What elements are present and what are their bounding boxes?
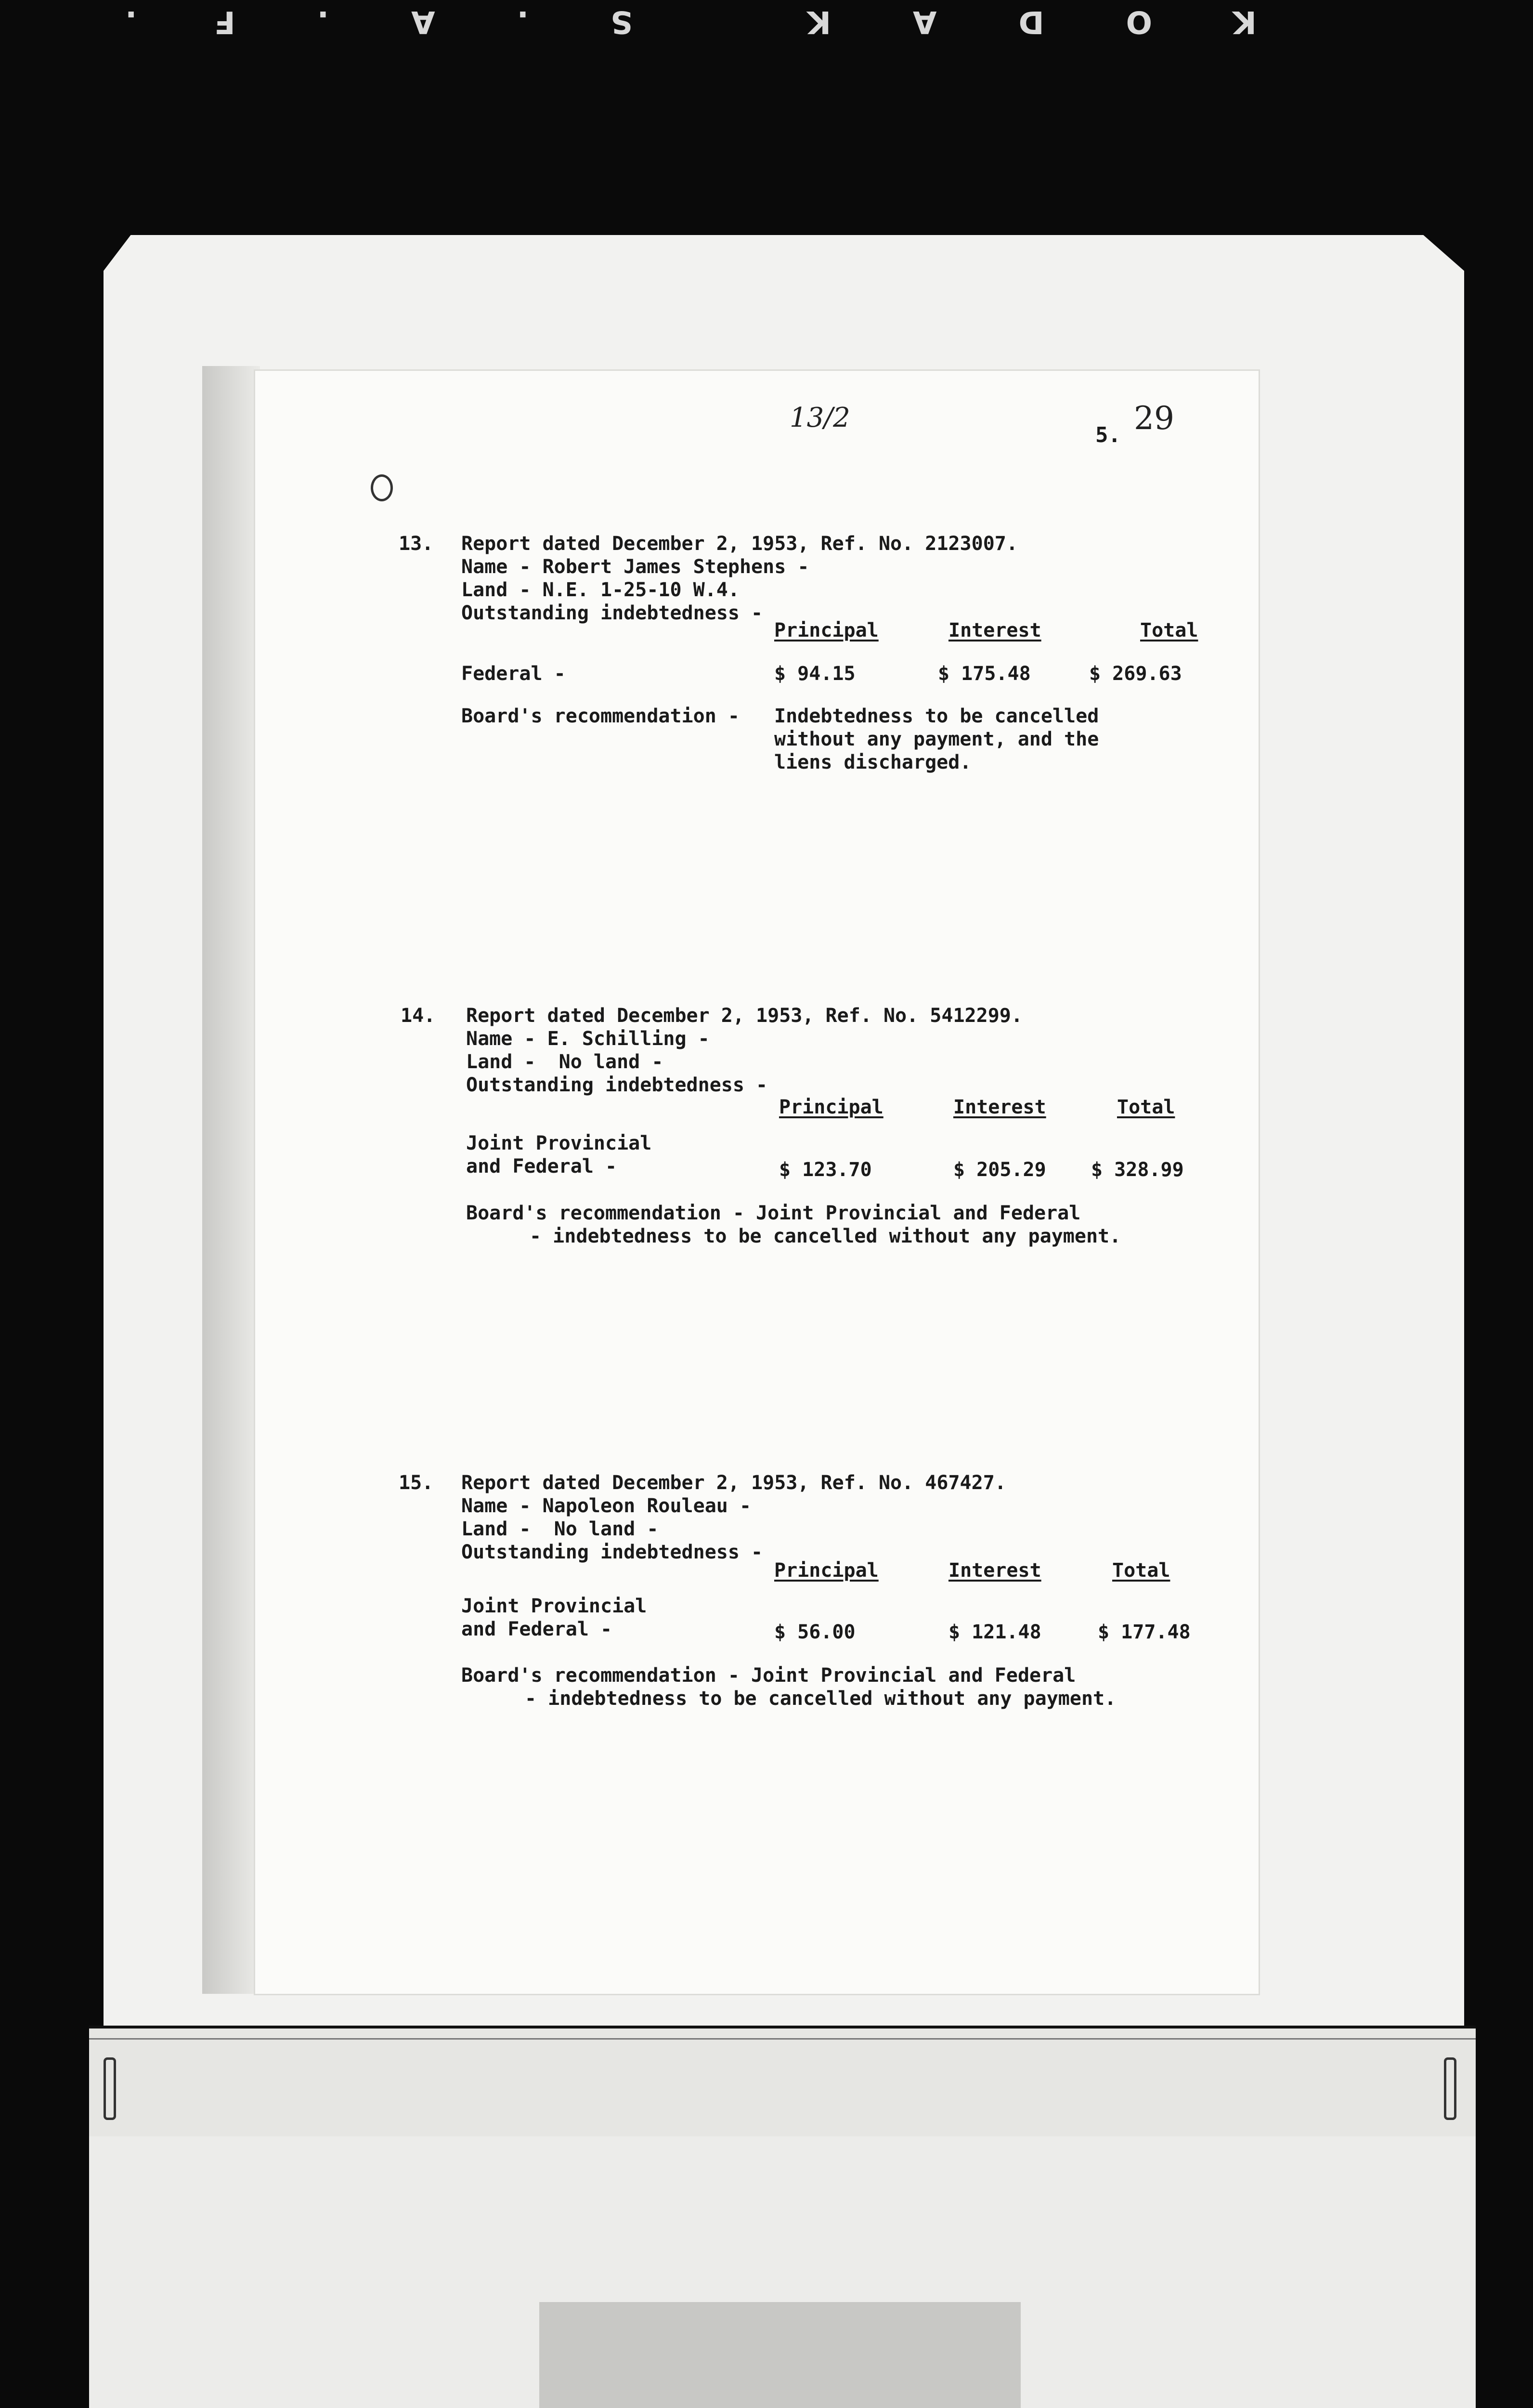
- tape-strip: [539, 2302, 1021, 2408]
- recommendation-line: without any payment, and the: [774, 728, 1099, 750]
- interest-amount: $ 205.29: [953, 1159, 1046, 1181]
- total-amount: $ 177.48: [1098, 1621, 1191, 1643]
- column-total-header: Total: [1140, 619, 1198, 641]
- column-principal-header: Principal: [774, 1559, 879, 1582]
- recommendation-line: - indebtedness to be cancelled without any payment.: [525, 1688, 1117, 1710]
- interest-amount: $ 175.48: [938, 663, 1031, 685]
- record-number: 13.: [399, 533, 434, 555]
- record-number: 14.: [401, 1005, 436, 1027]
- record-outstanding-line: Outstanding indebtedness -: [461, 602, 763, 624]
- record-report-line: Report dated December 2, 1953, Ref. No. 2123007.: [461, 533, 1018, 555]
- record-outstanding-line: Outstanding indebtedness -: [461, 1541, 763, 1563]
- record-land-line: Land - No land -: [466, 1051, 663, 1073]
- record-report-line: Report dated December 2, 1953, Ref. No. 467427.: [461, 1472, 1006, 1494]
- debt-type-label-continued: and Federal -: [461, 1618, 612, 1640]
- record-land-line: Land - N.E. 1-25-10 W.4.: [461, 579, 740, 601]
- interest-amount: $ 121.48: [948, 1621, 1041, 1643]
- recommendation-line: Indebtedness to be cancelled: [774, 705, 1099, 727]
- page-number-prefix: 5.: [1095, 423, 1121, 447]
- record-name-line: Name - E. Schilling -: [466, 1028, 710, 1050]
- recommendation-label: Board's recommendation -: [461, 705, 740, 727]
- record-name-line: Name - Napoleon Rouleau -: [461, 1495, 752, 1517]
- principal-amount: $ 94.15: [774, 663, 856, 685]
- column-principal-header: Principal: [779, 1096, 883, 1118]
- total-amount: $ 328.99: [1091, 1159, 1184, 1181]
- recommendation-line: liens discharged.: [774, 751, 972, 773]
- page-number: 29: [1134, 400, 1174, 437]
- record-name-line: Name - Robert James Stephens -: [461, 556, 809, 578]
- principal-amount: $ 56.00: [774, 1621, 856, 1643]
- debt-type-label-continued: and Federal -: [466, 1155, 617, 1178]
- clip-bar: [89, 2026, 1476, 2142]
- film-edge-marking: KODAK S.A.F.: [43, 4, 1257, 39]
- record-number: 15.: [399, 1472, 434, 1494]
- debt-type-label: Joint Provincial: [461, 1595, 647, 1617]
- recommendation-label: Board's recommendation - Joint Provincial and Federal: [466, 1202, 1081, 1224]
- column-interest-header: Interest: [948, 1559, 1041, 1582]
- record-land-line: Land - No land -: [461, 1518, 659, 1540]
- total-amount: $ 269.63: [1089, 663, 1182, 685]
- record-outstanding-line: Outstanding indebtedness -: [466, 1074, 768, 1096]
- recommendation-label: Board's recommendation - Joint Provincial and Federal: [461, 1664, 1076, 1687]
- column-interest-header: Interest: [948, 619, 1041, 641]
- punch-hole-mark: [371, 474, 393, 501]
- clip-marker-left: [104, 2057, 116, 2120]
- recommendation-line: - indebtedness to be cancelled without any payment.: [530, 1225, 1121, 1247]
- column-interest-header: Interest: [953, 1096, 1046, 1118]
- column-total-header: Total: [1112, 1559, 1170, 1582]
- record-report-line: Report dated December 2, 1953, Ref. No. 5412299.: [466, 1005, 1023, 1027]
- column-principal-header: Principal: [774, 619, 879, 641]
- handwritten-reference: 13/2: [790, 402, 850, 433]
- clip-marker-right: [1444, 2057, 1456, 2120]
- page-curl-shadow: [202, 366, 260, 1994]
- column-total-header: Total: [1117, 1096, 1175, 1118]
- debt-type-label: Joint Provincial: [466, 1132, 652, 1154]
- debt-type-label: Federal -: [461, 663, 566, 685]
- clip-bar-edge: [89, 2038, 1476, 2040]
- principal-amount: $ 123.70: [779, 1159, 872, 1181]
